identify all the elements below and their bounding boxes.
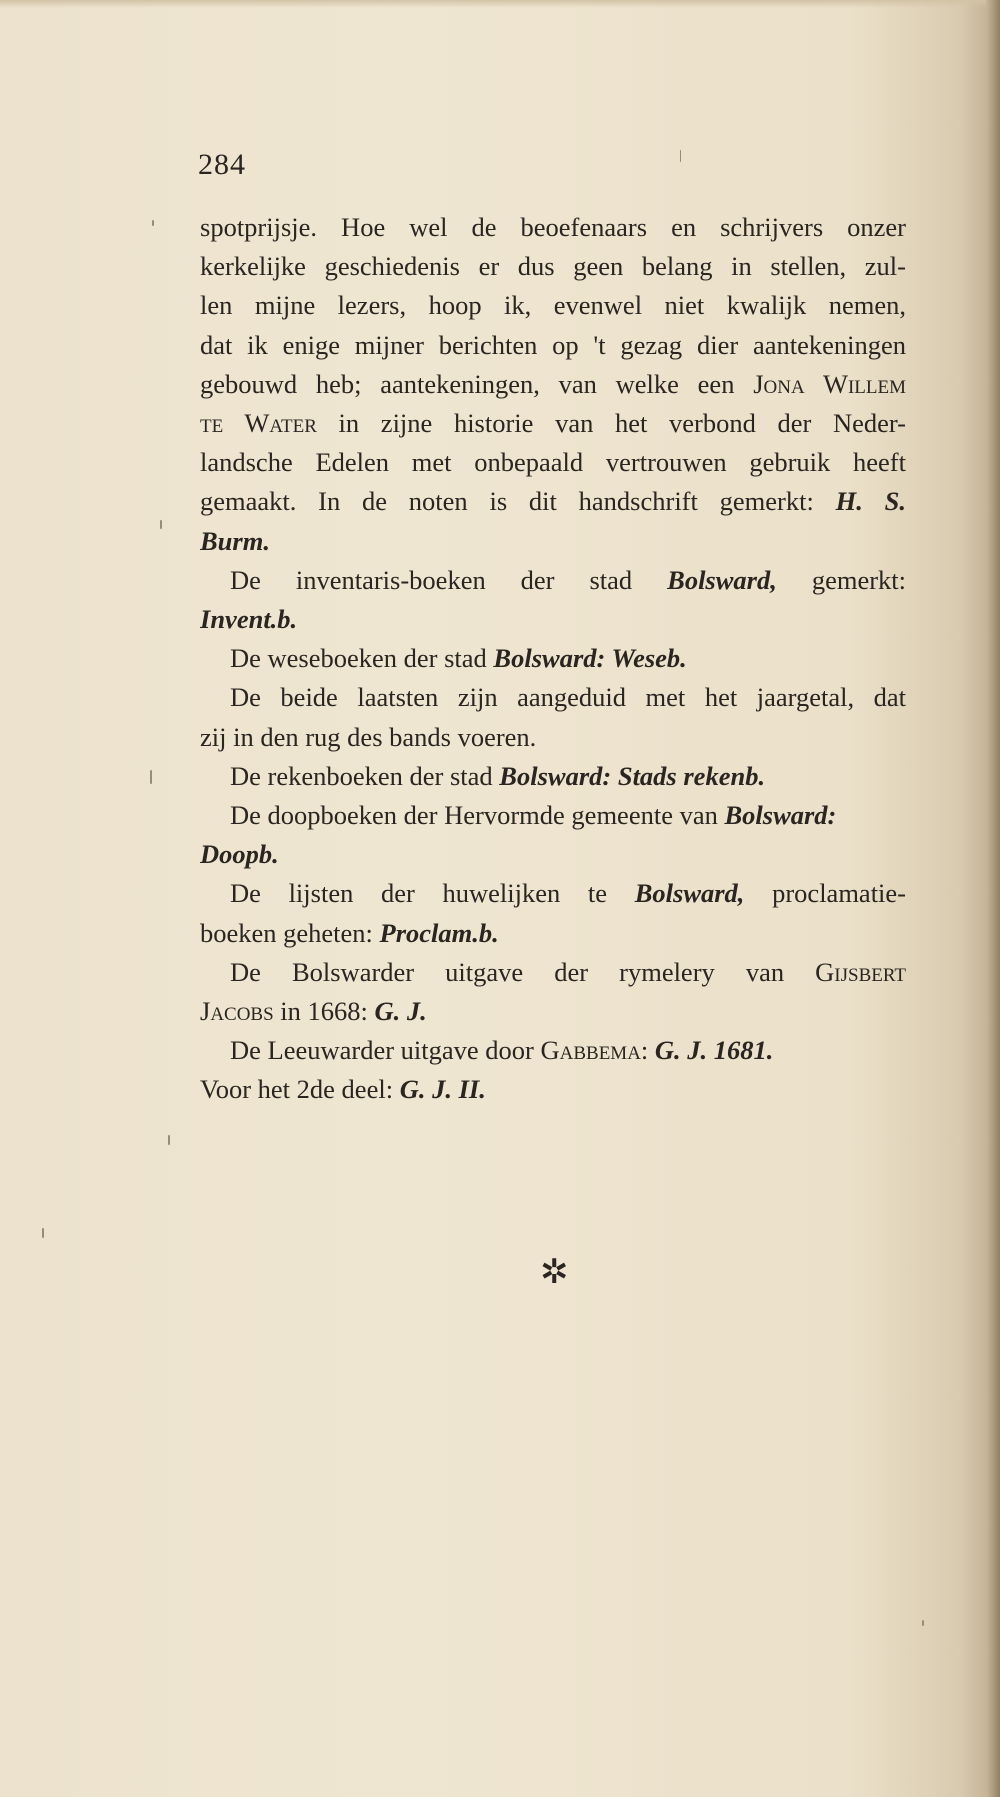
page-binding-edge <box>986 0 1000 1797</box>
text-fragment: gemerkt: <box>811 564 906 595</box>
text-line <box>200 992 906 1031</box>
paper-speck <box>922 1620 924 1626</box>
person-name: Gijsbert <box>815 956 906 987</box>
text-line: spotprijsje. Hoe wel de beoefenaars en schrijvers onzer <box>200 212 906 242</box>
text-line <box>200 482 906 521</box>
text-line: dat ik enige mijner berichten op 't gezag dier aantekeningen <box>200 329 906 360</box>
place-name: Bolsward, <box>667 564 777 595</box>
abbreviation: G. J. 1681. <box>654 1035 774 1066</box>
paper-speck <box>42 1228 44 1238</box>
person-name: te Water <box>200 408 317 439</box>
text-line: De beide laatsten zijn aangeduid met het jaargetal, dat <box>230 682 906 713</box>
text-fragment: gemaakt. In de noten is dit handschrift gemerkt: <box>200 486 814 517</box>
abbreviation: Burm. <box>200 525 270 556</box>
paper-speck <box>680 150 681 162</box>
text-line: zij in den rug des bands voeren. <box>200 721 537 752</box>
paper-speck <box>168 1135 170 1145</box>
body-text <box>200 208 906 1110</box>
person-name: Gabbema: <box>540 1035 649 1066</box>
text-line <box>200 365 906 404</box>
page-number: 284 <box>198 148 246 181</box>
text-fragment: De inventaris-boeken der stad <box>230 564 633 595</box>
page-top-edge <box>0 0 1000 8</box>
text-line <box>200 757 906 796</box>
abbreviation: G. J. <box>374 996 427 1027</box>
ornament-icon: ✲ <box>540 1254 569 1291</box>
text-line <box>200 404 906 443</box>
abbreviation: Bolsward: Weseb. <box>493 643 687 674</box>
place-name: Bolsward, <box>634 878 745 909</box>
abbreviation: Bolsward: Stads rekenb. <box>499 760 766 791</box>
text-fragment: proclamatie- <box>772 878 906 909</box>
text-line <box>200 1031 906 1070</box>
abbreviation: Doopb. <box>200 839 279 870</box>
text-fragment: boeken geheten: <box>200 917 373 948</box>
text-fragment: De lijsten der huwelijken te <box>230 878 608 909</box>
person-name: Jacobs <box>200 996 274 1027</box>
text-line <box>200 639 906 678</box>
text-line: kerkelijke geschiedenis er dus geen belang in stellen, zul- <box>200 251 906 282</box>
text-line <box>200 1070 906 1109</box>
text-fragment: De weseboeken der stad <box>230 643 487 674</box>
text-line <box>200 914 906 953</box>
text-fragment: in 1668: <box>280 996 368 1027</box>
text-fragment: De rekenboeken der stad <box>230 760 493 791</box>
text-line <box>200 522 906 561</box>
text-fragment: in zijne historie van het verbond der Neder- <box>338 408 906 439</box>
text-fragment: De Leeuwarder uitgave door <box>230 1035 534 1066</box>
abbreviation: Invent.b. <box>200 604 298 635</box>
text-line: len mijne lezers, hoop ik, evenwel niet kwalijk nemen, <box>200 290 906 321</box>
text-line <box>200 835 906 874</box>
text-fragment: gebouwd heb; aantekeningen, van welke een <box>200 368 735 399</box>
text-line <box>200 561 906 600</box>
paper-speck <box>150 770 152 784</box>
abbreviation: H. S. <box>835 486 906 517</box>
text-fragment: De Bolswarder uitgave der rymelery van <box>230 956 785 987</box>
person-name: Jona Willem <box>753 368 906 399</box>
text-line <box>200 874 906 913</box>
paper-speck <box>152 220 154 226</box>
text-line <box>200 600 906 639</box>
text-fragment: Voor het 2de deel: <box>200 1074 394 1105</box>
abbreviation: G. J. II. <box>399 1074 486 1105</box>
paper-speck <box>160 520 162 529</box>
place-name: Bolsward: <box>724 800 837 831</box>
text-line: landsche Edelen met onbepaald vertrouwen gebruik heeft <box>200 447 906 478</box>
text-line <box>200 953 906 992</box>
text-fragment: De doopboeken der Hervormde gemeente van <box>230 800 718 831</box>
abbreviation: Proclam.b. <box>379 917 499 948</box>
text-line <box>200 796 906 835</box>
